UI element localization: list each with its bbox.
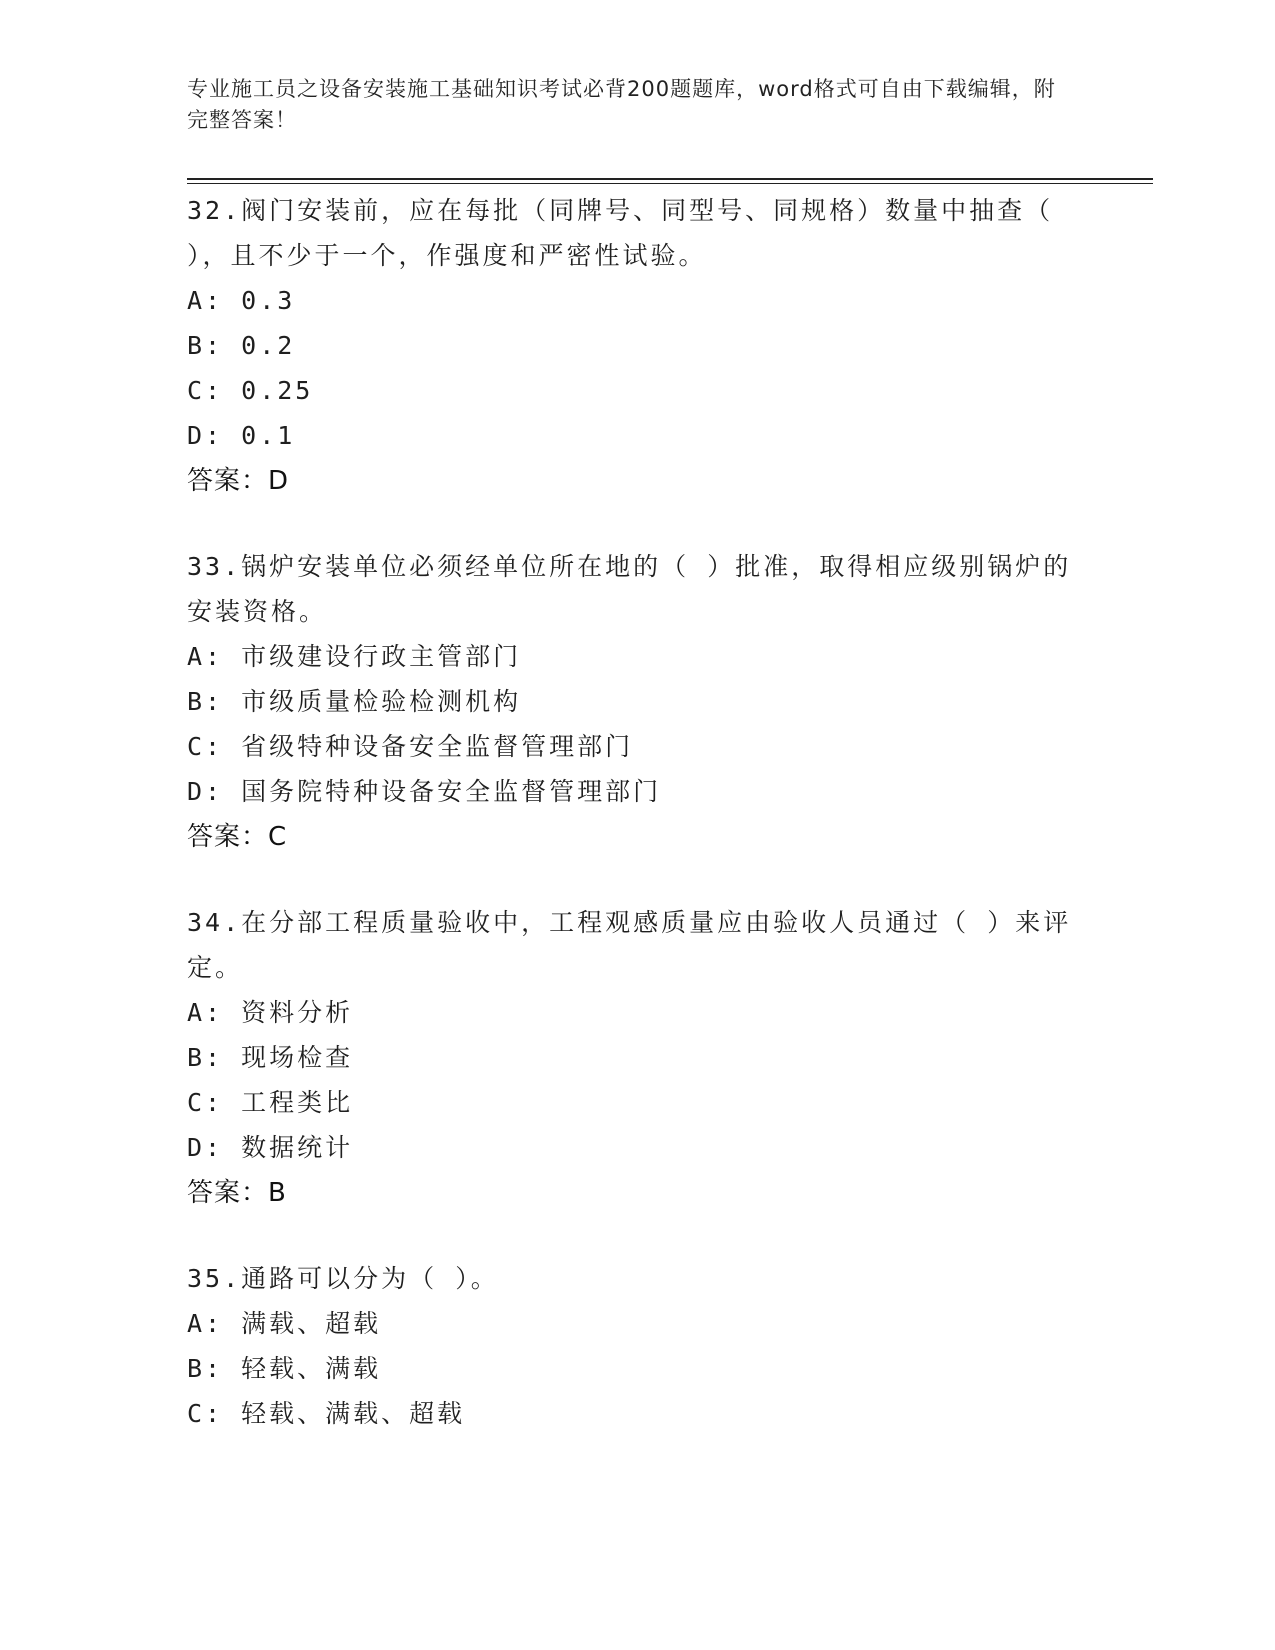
option-c: C: 轻载、满载、超载 bbox=[187, 1399, 466, 1428]
option-a: A: 资料分析 bbox=[187, 998, 354, 1027]
option-d: D: 0.1 bbox=[187, 421, 296, 450]
answer: 答案：B bbox=[187, 1178, 287, 1208]
question-stem: 33.锅炉安装单位必须经单位所在地的（ ）批准，取得相应级别锅炉的安装资格。 bbox=[187, 552, 1072, 626]
document-header: 专业施工员之设备安装施工基础知识考试必背200题题库，word格式可自由下载编辑，附完整答案！ bbox=[187, 77, 1056, 132]
option-c: C: 工程类比 bbox=[187, 1088, 354, 1117]
question-34 bbox=[187, 900, 1087, 1216]
option-b: B: 轻载、满载 bbox=[187, 1354, 382, 1383]
option-d: D: 国务院特种设备安全监督管理部门 bbox=[187, 777, 662, 806]
option-c: C: 省级特种设备安全监督管理部门 bbox=[187, 732, 634, 761]
header-divider-thick bbox=[187, 178, 1153, 180]
question-35 bbox=[187, 1256, 1087, 1436]
option-d: D: 数据统计 bbox=[187, 1133, 354, 1162]
option-c: C: 0.25 bbox=[187, 376, 314, 405]
question-32 bbox=[187, 188, 1087, 504]
option-b: B: 市级质量检验检测机构 bbox=[187, 687, 522, 716]
question-33 bbox=[187, 544, 1087, 860]
question-stem: 32.阀门安装前，应在每批（同牌号、同型号、同规格）数量中抽查（ ），且不少于一个，作强度和严密性试验。 bbox=[187, 196, 1054, 270]
option-b: B: 现场检查 bbox=[187, 1043, 354, 1072]
header-divider-thin bbox=[187, 183, 1153, 184]
answer: 答案：C bbox=[187, 822, 288, 852]
option-a: A: 市级建设行政主管部门 bbox=[187, 642, 522, 671]
answer: 答案：D bbox=[187, 466, 290, 496]
question-stem: 35.通路可以分为（ ）。 bbox=[187, 1264, 499, 1293]
option-b: B: 0.2 bbox=[187, 331, 296, 360]
question-stem: 34.在分部工程质量验收中，工程观感质量应由验收人员通过（ ）来评定。 bbox=[187, 908, 1072, 982]
question-list bbox=[187, 188, 1087, 1476]
option-a: A: 0.3 bbox=[187, 286, 296, 315]
option-a: A: 满载、超载 bbox=[187, 1309, 382, 1338]
